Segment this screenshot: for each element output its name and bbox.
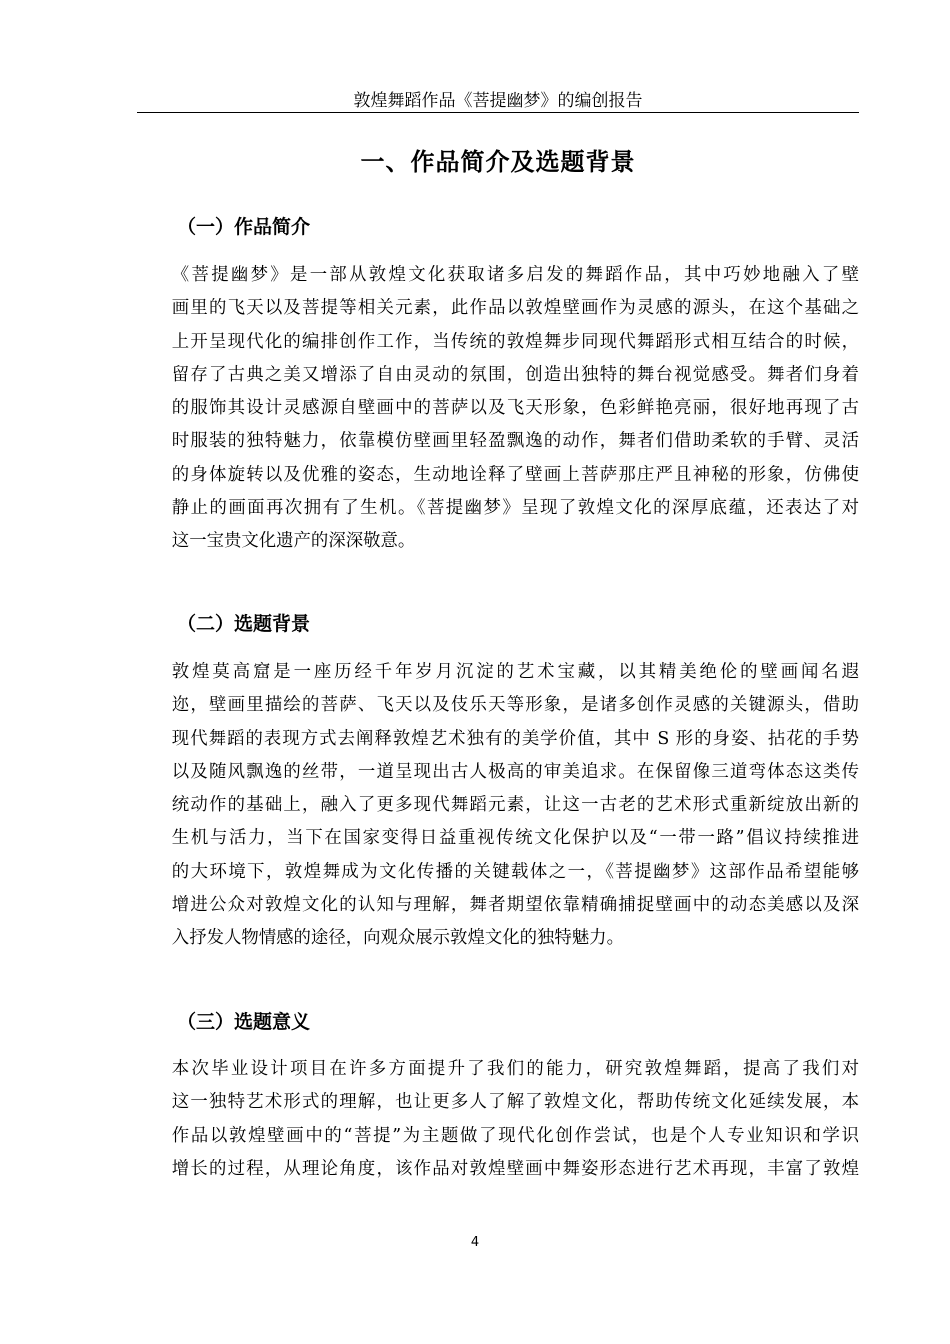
paragraph-line: 以及随风飘逸的丝带，一道呈现出古人极高的审美追求。在保留像三道弯体态这类传	[171, 761, 859, 782]
paragraph-line: 现代舞蹈的表现方式去阐释敦煌艺术独有的美学价值，其中 S 形的身姿、拈花的手势	[171, 728, 859, 749]
section-heading-background: （二）选题背景	[177, 613, 311, 635]
section-paragraph-significance	[137, 1053, 859, 1186]
paragraph-line: 这一宝贵文化遗产的深深敬意。	[171, 531, 416, 552]
section-heading-significance: （三）选题意义	[177, 1011, 311, 1033]
running-header: 敦煌舞蹈作品《菩提幽梦》的编创报告	[353, 91, 643, 111]
paragraph-line: 《菩提幽梦》是一部从敦煌文化获取诸多启发的舞蹈作品，其中巧妙地融入了壁	[171, 265, 859, 285]
section-paragraph-intro	[137, 259, 859, 559]
paragraph-line: 这一独特艺术形式的理解，也让更多人了解了敦煌文化，帮助传统文化延续发展，本	[171, 1092, 859, 1113]
paragraph-line: 的服饰其设计灵感源自壁画中的菩萨以及飞天形象，色彩鲜艳亮丽，很好地再现了古	[171, 398, 859, 419]
section-paragraph-background	[137, 656, 859, 956]
section-heading-intro: （一）作品简介	[177, 216, 311, 238]
paragraph-line: 增进公众对敦煌文化的认知与理解，舞者期望依靠精确捕捉壁画中的动态美感以及深	[171, 895, 859, 916]
paragraph-line: 时服装的独特魅力，依靠模仿壁画里轻盈飘逸的动作，舞者们借助柔软的手臂、灵活	[171, 431, 859, 452]
paragraph-line: 本次毕业设计项目在许多方面提升了我们的能力，研究敦煌舞蹈，提高了我们对	[171, 1059, 859, 1079]
paragraph-line: 统动作的基础上，融入了更多现代舞蹈元素，让这一古老的艺术形式重新绽放出新的	[171, 795, 859, 816]
paragraph-line: 上开呈现代化的编排创作工作，当传统的敦煌舞步同现代舞蹈形式相互结合的时候，	[171, 331, 859, 352]
page-number: 4	[470, 1235, 480, 1250]
paragraph-line: 留存了古典之美又增添了自由灵动的氛围，创造出独特的舞台视觉感受。舞者们身着	[171, 364, 859, 385]
paragraph-line: 的身体旋转以及优雅的姿态，生动地诠释了壁画上菩萨那庄严且神秘的形象，仿佛使	[171, 464, 859, 485]
paragraph-line: 入抒发人物情感的途径，向观众展示敦煌文化的独特魅力。	[171, 928, 624, 949]
paragraph-line: 增长的过程，从理论角度，该作品对敦煌壁画中舞姿形态进行艺术再现，丰富了敦煌	[171, 1158, 859, 1179]
paragraph-line: 作品以敦煌壁画中的“菩提”为主题做了现代化创作尝试，也是个人专业知识和学识	[171, 1125, 859, 1146]
paragraph-line: 迩，壁画里描绘的菩萨、飞天以及伎乐天等形象，是诸多创作灵感的关键源头，借助	[171, 695, 859, 716]
paragraph-line: 画里的飞天以及菩提等相关元素，此作品以敦煌壁画作为灵感的源头，在这个基础之	[171, 298, 859, 319]
paragraph-line: 静止的画面再次拥有了生机。《菩提幽梦》呈现了敦煌文化的深厚底蕴，还表达了对	[171, 498, 859, 519]
chapter-title: 一、作品简介及选题背景	[360, 148, 636, 176]
paragraph-line: 敦煌莫高窟是一座历经千年岁月沉淀的艺术宝藏，以其精美绝伦的壁画闻名遐	[171, 662, 859, 682]
paragraph-line: 的大环境下，敦煌舞成为文化传播的关键载体之一，《菩提幽梦》这部作品希望能够	[171, 861, 859, 882]
header-rule	[137, 112, 859, 113]
paragraph-line: 生机与活力，当下在国家变得日益重视传统文化保护以及“一带一路”倡议持续推进	[171, 828, 859, 849]
